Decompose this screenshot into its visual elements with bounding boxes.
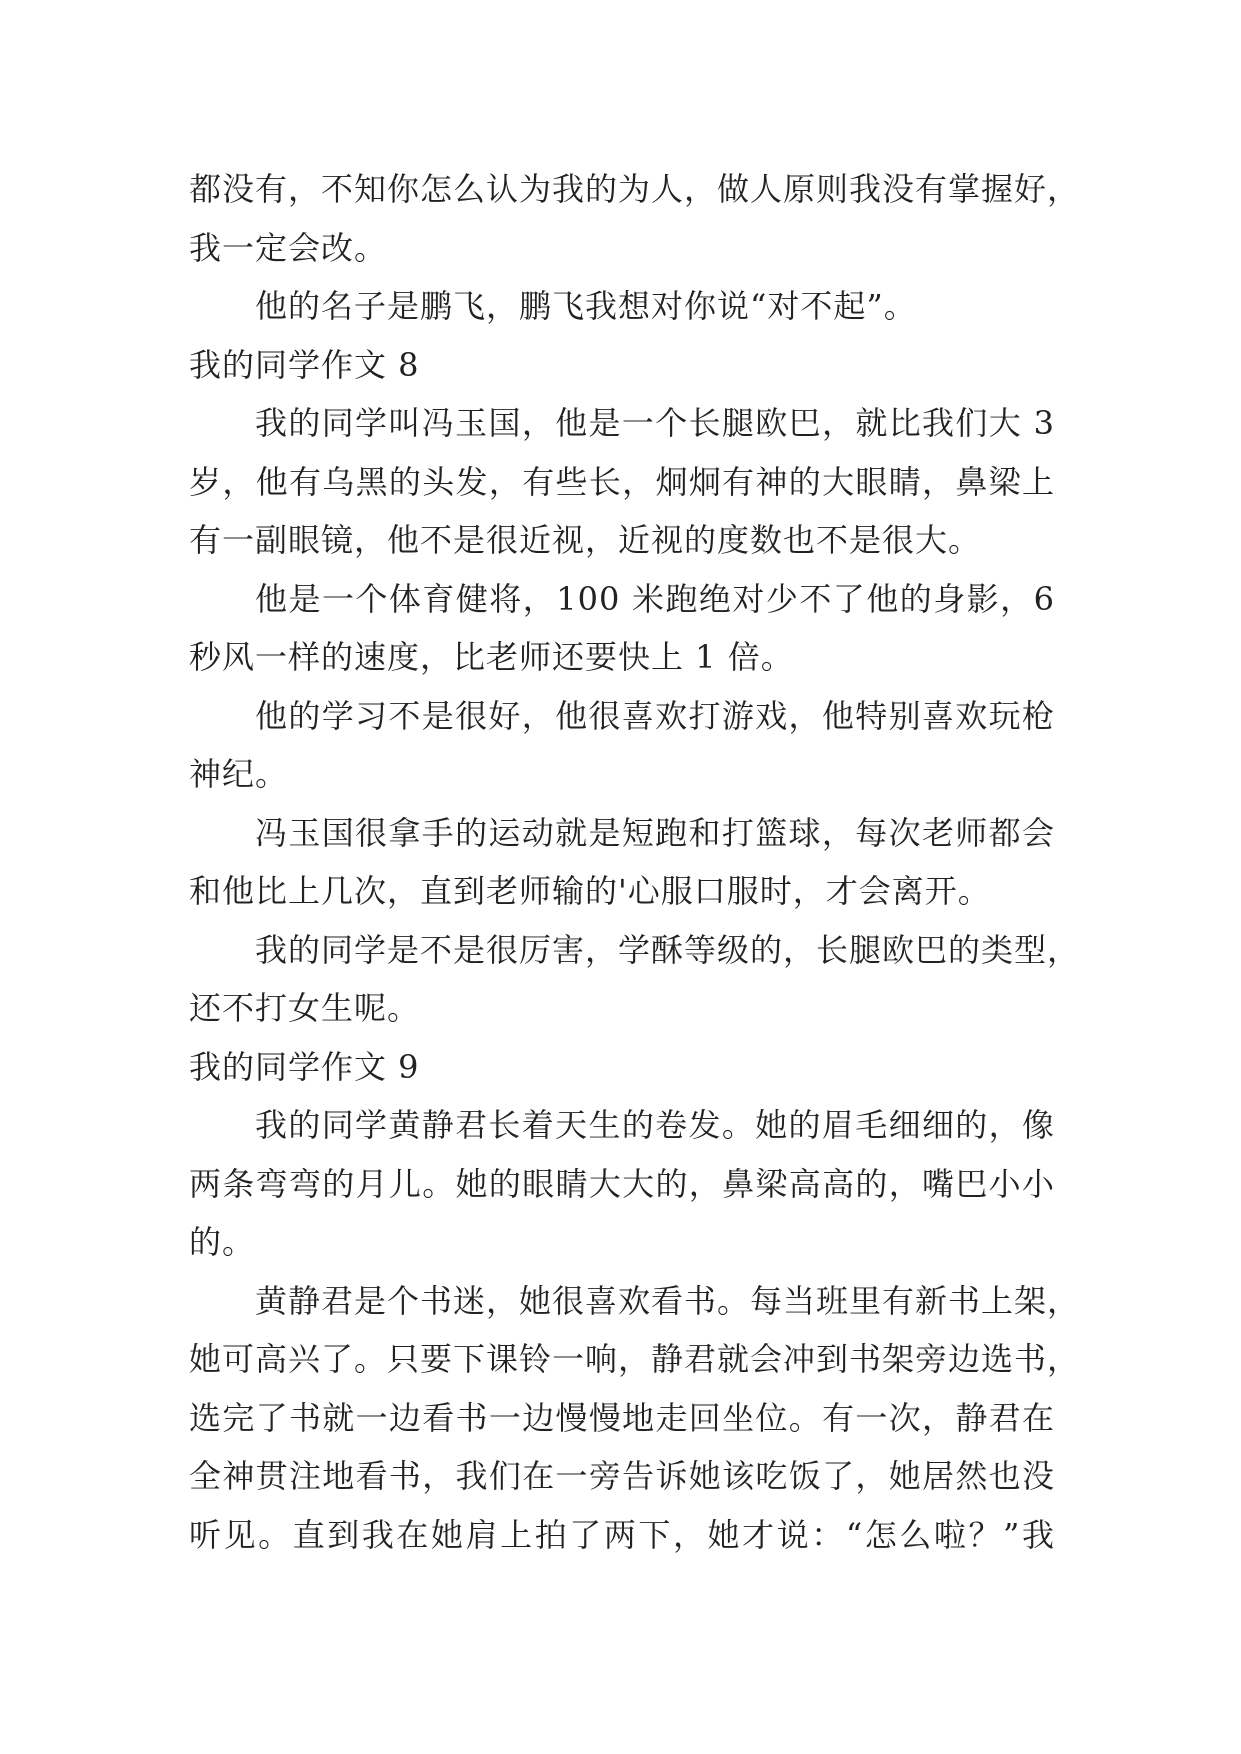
- text-line: 神纪。: [189, 755, 289, 793]
- text-line: 都没有，不知你怎么认为我的为人，做人原则我没有掌握好，: [189, 170, 1081, 208]
- text-line: 还不打女生呢。: [189, 989, 421, 1027]
- text-line: 的。: [189, 1223, 256, 1261]
- text-line: 我的同学是不是很厉害，学酥等级的，长腿欧巴的类型，: [255, 930, 1081, 969]
- text-line: 全神贯注地看书，我们在一旁告诉她该吃饭了，她居然也没: [189, 1457, 1055, 1495]
- text-line: 我一定会改。: [189, 228, 388, 267]
- text-line: 他的学习不是很好，他很喜欢打游戏，他特别喜欢玩枪: [255, 696, 1055, 735]
- text-line: 他是一个体育健将，100 米跑绝对少不了他的身影，6: [255, 579, 1055, 618]
- section-heading: 我的同学作文 9: [189, 1047, 420, 1086]
- document-body: [189, 160, 1081, 1564]
- text-line: 两条弯弯的月儿。她的眼睛大大的，鼻梁高高的，嘴巴小小: [189, 1164, 1055, 1203]
- text-line: 听见。直到我在她肩上拍了两下，她才说：“怎么啦？”我: [189, 1515, 1055, 1554]
- text-line: 我的同学叫冯玉国，他是一个长腿欧巴，就比我们大 3: [255, 404, 1055, 442]
- text-line: 我的同学黄静君长着天生的卷发。她的眉毛细细的，像: [255, 1106, 1055, 1144]
- text-line: 他的名子是鹏飞，鹏飞我想对你说“对不起”。: [255, 287, 917, 325]
- text-line: 冯玉国很拿手的运动就是短跑和打篮球，每次老师都会: [255, 813, 1055, 852]
- text-line: 秒风一样的速度，比老师还要快上 1 倍。: [189, 638, 794, 676]
- text-line: 有一副眼镜，他不是很近视，近视的度数也不是很大。: [189, 521, 982, 559]
- text-line: 岁，他有乌黑的头发，有些长，炯炯有神的大眼睛，鼻梁上: [189, 462, 1055, 501]
- text-line: 她可高兴了。只要下课铃一响，静君就会冲到书架旁边选书，: [189, 1340, 1081, 1378]
- text-line: 黄静君是个书迷，她很喜欢看书。每当班里有新书上架，: [255, 1281, 1081, 1320]
- text-line: 和他比上几次，直到老师输的'心服口服时，才会离开。: [189, 872, 991, 910]
- text-line: 选完了书就一边看书一边慢慢地走回坐位。有一次，静君在: [189, 1398, 1055, 1437]
- section-heading: 我的同学作文 8: [189, 345, 420, 384]
